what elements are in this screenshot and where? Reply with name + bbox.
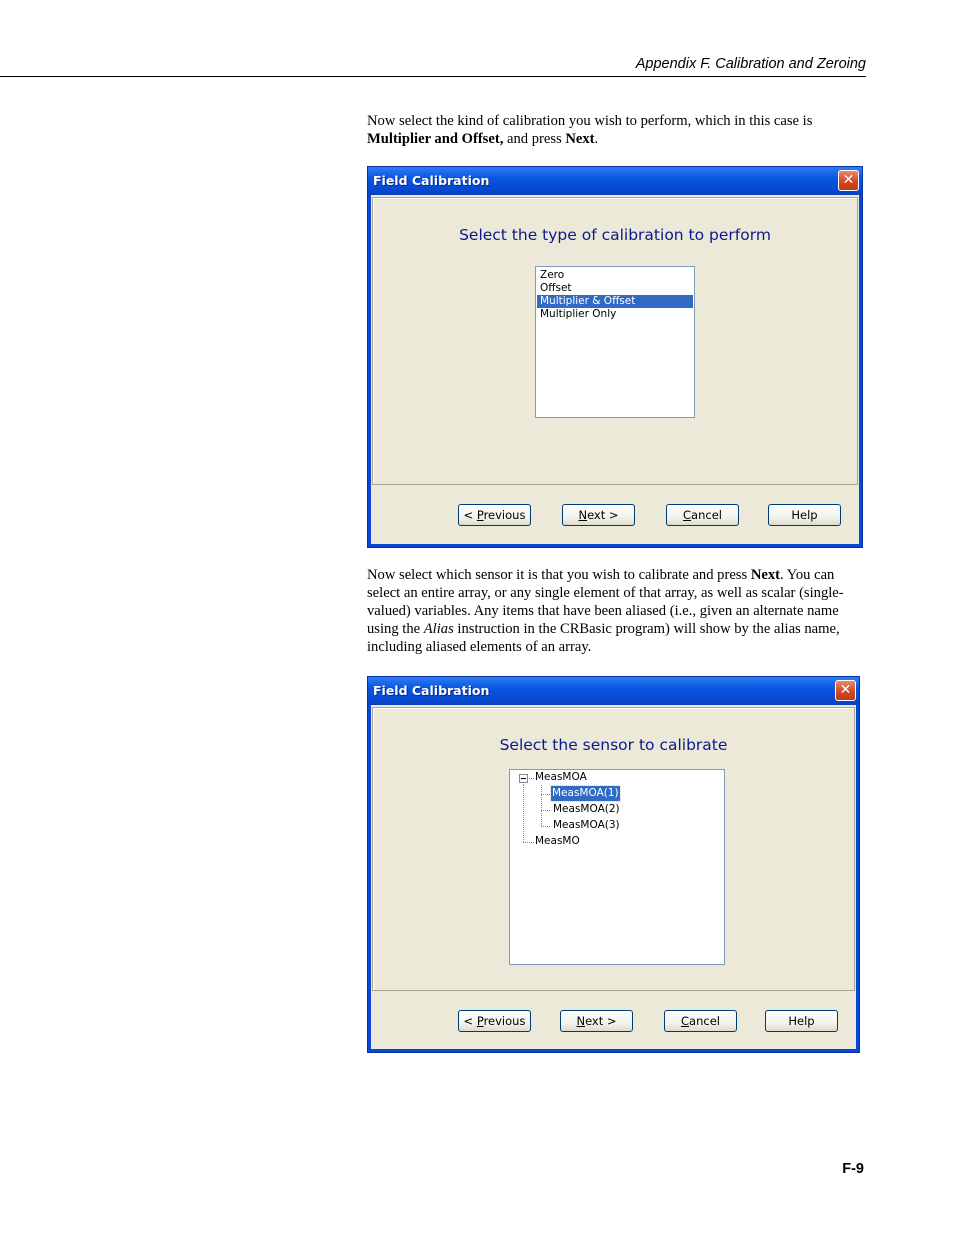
- next-label: ext >: [585, 1014, 617, 1028]
- collapse-icon[interactable]: [519, 774, 528, 783]
- previous-arrow: <: [463, 1014, 477, 1028]
- tree-node-child-2[interactable]: MeasMOA(2): [553, 803, 620, 815]
- list-item-multiplier-offset[interactable]: Multiplier & Offset: [537, 295, 693, 308]
- previous-accelerator: P: [476, 1014, 484, 1028]
- list-item-multiplier-only[interactable]: Multiplier Only: [540, 308, 617, 320]
- tree-connector: [541, 794, 550, 795]
- sensor-paragraph: [367, 566, 859, 656]
- cancel-button[interactable]: [664, 1010, 737, 1032]
- page-number: F-9: [842, 1161, 864, 1177]
- close-button[interactable]: [835, 680, 856, 701]
- paragraph-text: and press: [503, 131, 566, 147]
- content-panel: [372, 707, 855, 991]
- tree-node-child-1[interactable]: MeasMOA(1): [552, 787, 619, 799]
- intro-paragraph: [367, 112, 859, 148]
- cancel-accelerator: C: [683, 508, 692, 522]
- header-rule: [0, 76, 866, 77]
- cancel-button[interactable]: [666, 504, 739, 526]
- close-icon: ✕: [842, 172, 855, 188]
- close-icon: ✕: [839, 682, 852, 698]
- tree-connector: [541, 785, 542, 826]
- previous-accelerator: P: [476, 508, 484, 522]
- tree-node-child-3[interactable]: MeasMOA(3): [553, 819, 620, 831]
- previous-button[interactable]: [458, 1010, 531, 1032]
- previous-button[interactable]: [458, 504, 531, 526]
- dialog-client-area: [371, 195, 859, 544]
- dialog-titlebar[interactable]: [368, 167, 862, 195]
- dialog-heading: Select the sensor to calibrate: [499, 736, 728, 754]
- list-item-offset[interactable]: Offset: [540, 282, 572, 294]
- dialog-client-area: [371, 705, 856, 1049]
- help-button[interactable]: Help: [768, 504, 841, 526]
- content-panel: [372, 197, 858, 485]
- next-accelerator: N: [576, 1014, 586, 1028]
- calibration-type-dialog: [367, 166, 863, 548]
- list-item-zero[interactable]: Zero: [540, 269, 565, 281]
- cancel-accelerator: C: [681, 1014, 690, 1028]
- help-button[interactable]: Help: [765, 1010, 838, 1032]
- dialog-title: Field Calibration: [373, 173, 490, 188]
- sensor-tree[interactable]: [509, 769, 725, 965]
- emphasis-alias: Alias: [423, 621, 454, 637]
- paragraph-text: .: [594, 131, 599, 147]
- tree-connector: [529, 778, 534, 779]
- paragraph-text: Now select the kind of calibration you wish to perform, which in this case is: [367, 113, 813, 129]
- tree-connector: [541, 810, 550, 811]
- dialog-title: Field Calibration: [373, 683, 490, 698]
- emphasis-next: Next: [565, 131, 595, 147]
- close-button[interactable]: [838, 170, 859, 191]
- sensor-select-dialog: [367, 676, 860, 1053]
- tree-connector: [523, 784, 524, 842]
- dialog-titlebar[interactable]: [368, 677, 859, 705]
- cancel-label: ancel: [691, 508, 722, 522]
- emphasis-multiplier-offset: Multiplier and Offset,: [367, 131, 504, 147]
- next-accelerator: N: [578, 508, 588, 522]
- next-button[interactable]: [560, 1010, 633, 1032]
- previous-arrow: <: [463, 508, 477, 522]
- paragraph-text: . You can select an entire array, or any single element of that array, as well as scalar (single-valued) variables. Any items that have been aliased (i.e., given an alternate name using the: [367, 567, 844, 637]
- cancel-label: ancel: [689, 1014, 720, 1028]
- tree-connector: [523, 842, 534, 843]
- previous-label: revious: [483, 508, 526, 522]
- previous-label: revious: [483, 1014, 526, 1028]
- running-header: Appendix F. Calibration and Zeroing: [635, 56, 866, 72]
- paragraph-text: Now select which sensor it is that you wish to calibrate and press: [367, 567, 751, 583]
- tree-connector: [541, 826, 550, 827]
- emphasis-next: Next: [750, 567, 781, 583]
- next-button[interactable]: [562, 504, 635, 526]
- dialog-heading: Select the type of calibration to perform: [459, 226, 771, 244]
- tree-node-root[interactable]: MeasMOA: [535, 771, 587, 783]
- calibration-type-listbox[interactable]: [535, 266, 695, 418]
- paragraph-text: instruction in the CRBasic program) will show by the alias name, including aliased elements of an array.: [367, 621, 840, 655]
- next-label: ext >: [587, 508, 619, 522]
- tree-node-sibling[interactable]: MeasMO: [535, 835, 580, 847]
